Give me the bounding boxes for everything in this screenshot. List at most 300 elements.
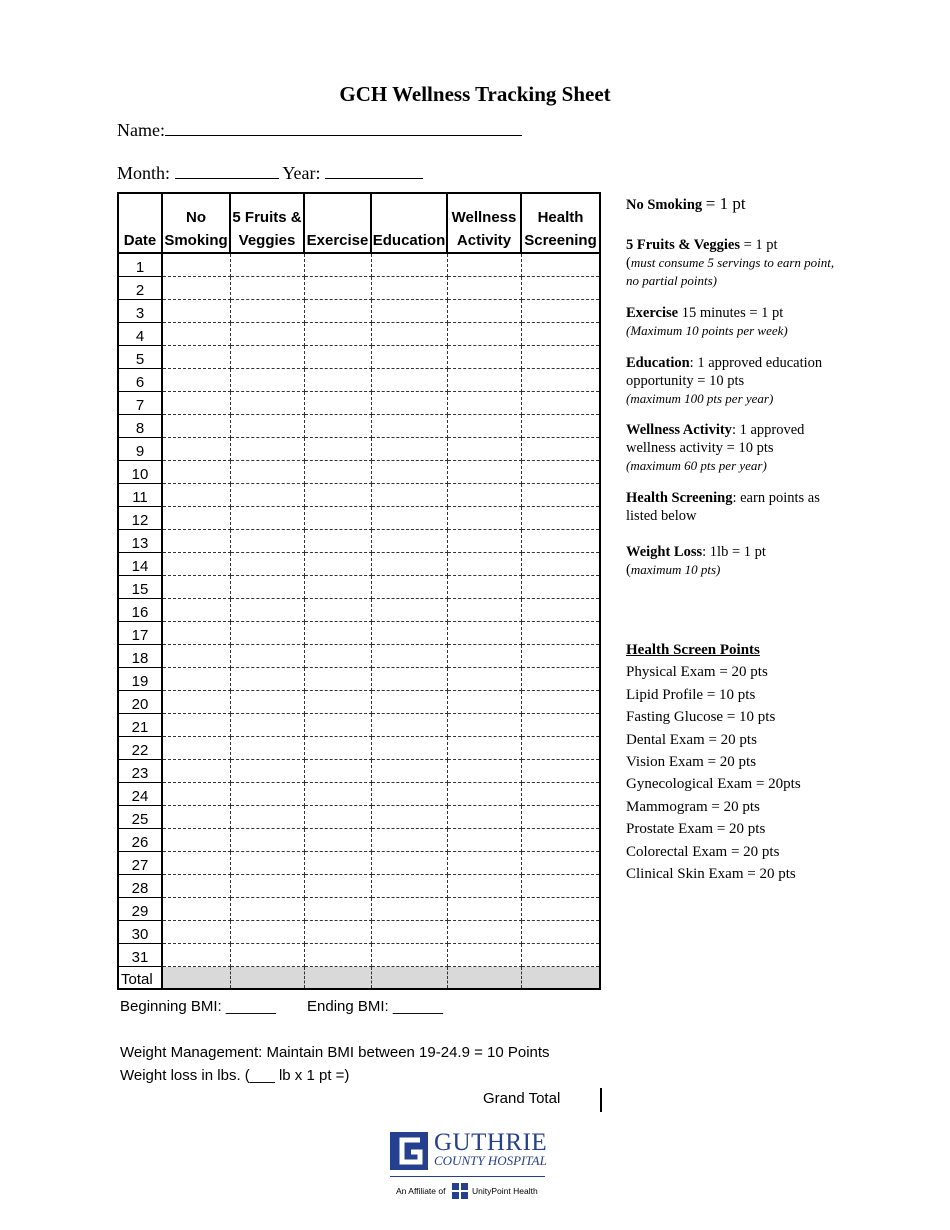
screen-points-heading: Health Screen Points [626, 642, 760, 658]
entry-cell[interactable] [162, 438, 230, 461]
entry-cell[interactable] [230, 691, 304, 714]
month-year-field [117, 160, 423, 184]
entry-cell[interactable] [447, 737, 521, 760]
table-row [118, 875, 600, 898]
entry-cell[interactable] [447, 645, 521, 668]
rule-education: Education: 1 approved education opportunity = 10 pts (maximum 100 pts per year) [626, 355, 823, 406]
col-header-date: Date [118, 193, 162, 253]
date-cell: 21 [118, 714, 162, 737]
entry-cell[interactable] [371, 645, 447, 668]
entry-cell[interactable] [304, 944, 371, 967]
entry-cell[interactable] [447, 438, 521, 461]
table-row [118, 323, 600, 346]
entry-cell[interactable] [304, 737, 371, 760]
entry-cell[interactable] [162, 691, 230, 714]
screen-point-item: Vision Exam = 20 pts [626, 754, 757, 771]
entry-cell[interactable] [304, 875, 371, 898]
entry-cell[interactable] [230, 898, 304, 921]
entry-cell[interactable] [521, 921, 600, 944]
entry-cell[interactable] [304, 415, 371, 438]
table-row [118, 599, 600, 622]
entry-cell[interactable] [304, 806, 371, 829]
date-cell: 24 [118, 783, 162, 806]
date-cell: 12 [118, 507, 162, 530]
entry-cell[interactable] [521, 737, 600, 760]
entry-cell[interactable] [521, 944, 600, 967]
table-row [118, 553, 600, 576]
screen-point-item: Fasting Glucose = 10 pts [626, 709, 776, 726]
entry-cell[interactable] [447, 392, 521, 415]
entry-cell[interactable] [371, 415, 447, 438]
table-row [118, 852, 600, 875]
entry-cell[interactable] [447, 323, 521, 346]
entry-cell[interactable] [304, 829, 371, 852]
entry-cell[interactable] [447, 576, 521, 599]
entry-cell[interactable] [521, 760, 600, 783]
entry-cell[interactable] [162, 944, 230, 967]
entry-cell[interactable] [230, 415, 304, 438]
entry-cell[interactable] [447, 944, 521, 967]
logo-name: GUTHRIE [434, 1129, 548, 1156]
entry-cell[interactable] [162, 530, 230, 553]
guthrie-logo [390, 1130, 560, 1205]
entry-cell[interactable] [162, 507, 230, 530]
entry-cell[interactable] [447, 277, 521, 300]
date-cell: 1 [118, 253, 162, 277]
entry-cell[interactable] [304, 898, 371, 921]
table-row [118, 530, 600, 553]
date-cell: 9 [118, 438, 162, 461]
entry-cell[interactable] [304, 691, 371, 714]
date-cell: 19 [118, 668, 162, 691]
entry-cell[interactable] [230, 622, 304, 645]
entry-cell[interactable] [230, 507, 304, 530]
date-cell: 30 [118, 921, 162, 944]
table-row [118, 737, 600, 760]
date-cell: 22 [118, 737, 162, 760]
date-cell: 29 [118, 898, 162, 921]
entry-cell[interactable] [521, 323, 600, 346]
entry-cell[interactable] [521, 415, 600, 438]
entry-cell[interactable] [304, 461, 371, 484]
date-cell: 20 [118, 691, 162, 714]
entry-cell[interactable] [447, 369, 521, 392]
entry-cell[interactable] [371, 253, 447, 277]
entry-cell[interactable] [521, 530, 600, 553]
table-row [118, 691, 600, 714]
entry-cell[interactable] [447, 875, 521, 898]
name-label: Name: [117, 120, 165, 140]
date-cell: 25 [118, 806, 162, 829]
entry-cell[interactable] [304, 369, 371, 392]
entry-cell[interactable] [162, 737, 230, 760]
entry-cell[interactable] [447, 415, 521, 438]
tracking-table [117, 192, 601, 990]
table-row [118, 415, 600, 438]
entry-cell[interactable] [371, 898, 447, 921]
entry-cell[interactable] [447, 829, 521, 852]
entry-cell[interactable] [230, 645, 304, 668]
entry-cell[interactable] [230, 277, 304, 300]
entry-cell[interactable] [371, 277, 447, 300]
table-row [118, 253, 600, 277]
entry-cell[interactable] [304, 253, 371, 277]
rule-health-screening: Health Screening: earn points as listed below [626, 490, 820, 524]
table-row [118, 944, 600, 967]
entry-cell[interactable] [371, 576, 447, 599]
entry-cell[interactable] [230, 576, 304, 599]
table-row [118, 668, 600, 691]
entry-cell[interactable] [371, 852, 447, 875]
entry-cell[interactable] [521, 346, 600, 369]
table-row [118, 645, 600, 668]
entry-cell[interactable] [447, 507, 521, 530]
entry-cell[interactable] [304, 346, 371, 369]
entry-cell[interactable] [371, 484, 447, 507]
logo-partner: UnityPoint Health [472, 1186, 538, 1196]
entry-cell[interactable] [521, 438, 600, 461]
entry-cell[interactable] [371, 783, 447, 806]
total-cell[interactable] [521, 967, 600, 990]
table-row [118, 369, 600, 392]
entry-cell[interactable] [371, 300, 447, 323]
ending-bmi[interactable]: Ending BMI: ______ [307, 998, 443, 1015]
col-header-wellness-activity: Wellness Activity [447, 193, 521, 253]
table-row [118, 760, 600, 783]
date-cell: 31 [118, 944, 162, 967]
entry-cell[interactable] [230, 852, 304, 875]
entry-cell[interactable] [304, 392, 371, 415]
total-cell[interactable] [447, 967, 521, 990]
entry-cell[interactable] [521, 576, 600, 599]
entry-cell[interactable] [521, 783, 600, 806]
entry-cell[interactable] [230, 438, 304, 461]
entry-cell[interactable] [371, 461, 447, 484]
entry-cell[interactable] [230, 253, 304, 277]
entry-cell[interactable] [162, 369, 230, 392]
entry-cell[interactable] [230, 806, 304, 829]
entry-cell[interactable] [521, 852, 600, 875]
table-row [118, 277, 600, 300]
logo-sub: COUNTY HOSPITAL [434, 1153, 547, 1168]
entry-cell[interactable] [371, 921, 447, 944]
rule-fruits-veggies: 5 Fruits & Veggies = 1 pt (must consume 5 servings to earn point, no partial points) [626, 237, 835, 288]
entry-cell[interactable] [371, 392, 447, 415]
entry-cell[interactable] [162, 921, 230, 944]
entry-cell[interactable] [304, 760, 371, 783]
entry-cell[interactable] [371, 438, 447, 461]
date-cell: 14 [118, 553, 162, 576]
unitypoint-cross-icon [452, 1183, 468, 1199]
screen-point-item: Gynecological Exam = 20pts [626, 776, 801, 793]
entry-cell[interactable] [230, 714, 304, 737]
table-row [118, 806, 600, 829]
entry-cell[interactable] [521, 806, 600, 829]
entry-cell[interactable] [230, 760, 304, 783]
entry-cell[interactable] [447, 622, 521, 645]
entry-cell[interactable] [162, 622, 230, 645]
entry-cell[interactable] [521, 829, 600, 852]
entry-cell[interactable] [521, 714, 600, 737]
entry-cell[interactable] [304, 553, 371, 576]
entry-cell[interactable] [447, 599, 521, 622]
entry-cell[interactable] [371, 691, 447, 714]
entry-cell[interactable] [521, 622, 600, 645]
date-cell: 15 [118, 576, 162, 599]
entry-cell[interactable] [230, 875, 304, 898]
entry-cell[interactable] [304, 277, 371, 300]
entry-cell[interactable] [230, 461, 304, 484]
entry-cell[interactable] [162, 898, 230, 921]
entry-cell[interactable] [230, 530, 304, 553]
year-label: Year: [282, 163, 321, 183]
entry-cell[interactable] [304, 599, 371, 622]
entry-cell[interactable] [162, 346, 230, 369]
entry-cell[interactable] [162, 300, 230, 323]
entry-cell[interactable] [447, 530, 521, 553]
entry-cell[interactable] [447, 806, 521, 829]
entry-cell[interactable] [304, 852, 371, 875]
date-cell: 10 [118, 461, 162, 484]
entry-cell[interactable] [230, 323, 304, 346]
table-row [118, 576, 600, 599]
entry-cell[interactable] [230, 346, 304, 369]
entry-cell[interactable] [447, 760, 521, 783]
col-header-exercise: Exercise [304, 193, 371, 253]
date-cell: 5 [118, 346, 162, 369]
entry-cell[interactable] [521, 691, 600, 714]
table-row [118, 346, 600, 369]
entry-cell[interactable] [521, 461, 600, 484]
entry-cell[interactable] [162, 323, 230, 346]
entry-cell[interactable] [230, 737, 304, 760]
entry-cell[interactable] [230, 944, 304, 967]
entry-cell[interactable] [447, 691, 521, 714]
entry-cell[interactable] [521, 553, 600, 576]
month-line[interactable] [175, 160, 279, 179]
entry-cell[interactable] [521, 369, 600, 392]
entry-cell[interactable] [447, 668, 521, 691]
entry-cell[interactable] [162, 599, 230, 622]
name-line[interactable] [165, 117, 522, 136]
entry-cell[interactable] [371, 507, 447, 530]
entry-cell[interactable] [521, 599, 600, 622]
entry-cell[interactable] [521, 484, 600, 507]
entry-cell[interactable] [371, 622, 447, 645]
entry-cell[interactable] [162, 576, 230, 599]
beginning-bmi[interactable]: Beginning BMI: ______ [120, 998, 276, 1015]
table-row [118, 921, 600, 944]
date-cell: 26 [118, 829, 162, 852]
screen-point-item: Clinical Skin Exam = 20 pts [626, 866, 796, 883]
entry-cell[interactable] [230, 668, 304, 691]
entry-cell[interactable] [371, 806, 447, 829]
entry-cell[interactable] [447, 852, 521, 875]
entry-cell[interactable] [521, 507, 600, 530]
entry-cell[interactable] [447, 553, 521, 576]
entry-cell[interactable] [162, 392, 230, 415]
entry-cell[interactable] [447, 921, 521, 944]
gch-logo-icon [390, 1132, 428, 1170]
screen-point-item: Colorectal Exam = 20 pts [626, 843, 780, 860]
entry-cell[interactable] [162, 806, 230, 829]
entry-cell[interactable] [304, 714, 371, 737]
entry-cell[interactable] [304, 323, 371, 346]
table-row [118, 898, 600, 921]
entry-cell[interactable] [162, 875, 230, 898]
entry-cell[interactable] [162, 852, 230, 875]
date-cell: 16 [118, 599, 162, 622]
col-header-education: Education [371, 193, 447, 253]
entry-cell[interactable] [230, 829, 304, 852]
date-cell: 27 [118, 852, 162, 875]
entry-cell[interactable] [371, 668, 447, 691]
entry-cell[interactable] [371, 553, 447, 576]
entry-cell[interactable] [521, 875, 600, 898]
entry-cell[interactable] [447, 253, 521, 277]
entry-cell[interactable] [304, 484, 371, 507]
rule-wellness-activity: Wellness Activity: 1 approved wellness activity = 10 pts (maximum 60 pts per year) [626, 422, 805, 473]
entry-cell[interactable] [162, 253, 230, 277]
entry-cell[interactable] [230, 553, 304, 576]
table-row [118, 484, 600, 507]
total-cell[interactable] [371, 967, 447, 990]
entry-cell[interactable] [371, 369, 447, 392]
health-screen-points [626, 639, 836, 885]
table-row [118, 829, 600, 852]
logo-divider [390, 1176, 545, 1177]
entry-cell[interactable] [371, 346, 447, 369]
entry-cell[interactable] [304, 668, 371, 691]
entry-cell[interactable] [304, 921, 371, 944]
entry-cell[interactable] [521, 392, 600, 415]
date-cell: 2 [118, 277, 162, 300]
entry-cell[interactable] [230, 392, 304, 415]
entry-cell[interactable] [447, 346, 521, 369]
entry-cell[interactable] [162, 760, 230, 783]
entry-cell[interactable] [304, 576, 371, 599]
date-cell: 17 [118, 622, 162, 645]
date-cell: 8 [118, 415, 162, 438]
total-cell[interactable] [230, 967, 304, 990]
entry-cell[interactable] [162, 553, 230, 576]
total-label: Total [118, 967, 162, 990]
rule-exercise: Exercise 15 minutes = 1 pt (Maximum 10 points per week) [626, 305, 788, 338]
entry-cell[interactable] [230, 300, 304, 323]
entry-cell[interactable] [162, 277, 230, 300]
entry-cell[interactable] [230, 599, 304, 622]
screen-point-item: Mammogram = 20 pts [626, 798, 760, 815]
col-header-fruits-veggies: 5 Fruits & Veggies [230, 193, 304, 253]
entry-cell[interactable] [371, 737, 447, 760]
table-header-row [118, 193, 600, 253]
entry-cell[interactable] [304, 438, 371, 461]
entry-cell[interactable] [447, 300, 521, 323]
entry-cell[interactable] [447, 484, 521, 507]
name-field[interactable] [117, 117, 522, 141]
total-cell[interactable] [304, 967, 371, 990]
entry-cell[interactable] [447, 898, 521, 921]
year-line[interactable] [325, 160, 423, 179]
entry-cell[interactable] [371, 944, 447, 967]
table-row [118, 438, 600, 461]
entry-cell[interactable] [304, 783, 371, 806]
entry-cell[interactable] [304, 622, 371, 645]
entry-cell[interactable] [162, 484, 230, 507]
entry-cell[interactable] [304, 530, 371, 553]
grand-total-label: Grand Total [483, 1090, 561, 1107]
weight-loss-note[interactable]: Weight loss in lbs. (___ lb x 1 pt =) [120, 1067, 350, 1084]
entry-cell[interactable] [371, 530, 447, 553]
entry-cell[interactable] [521, 668, 600, 691]
grand-total-box[interactable] [600, 1088, 602, 1112]
table-row [118, 507, 600, 530]
logo-affiliate: An Affiliate of [396, 1186, 446, 1196]
entry-cell[interactable] [162, 714, 230, 737]
date-cell: 3 [118, 300, 162, 323]
entry-cell[interactable] [371, 760, 447, 783]
entry-cell[interactable] [371, 599, 447, 622]
entry-cell[interactable] [521, 300, 600, 323]
entry-cell[interactable] [521, 645, 600, 668]
entry-cell[interactable] [521, 277, 600, 300]
entry-cell[interactable] [162, 461, 230, 484]
date-cell: 28 [118, 875, 162, 898]
table-row [118, 392, 600, 415]
entry-cell[interactable] [304, 300, 371, 323]
entry-cell[interactable] [162, 783, 230, 806]
entry-cell[interactable] [371, 875, 447, 898]
entry-cell[interactable] [304, 507, 371, 530]
rule-no-smoking: No Smoking = 1 pt [626, 194, 746, 213]
entry-cell[interactable] [162, 415, 230, 438]
col-header-health-screening: Health Screening [521, 193, 600, 253]
total-row [118, 967, 600, 990]
date-cell: 18 [118, 645, 162, 668]
entry-cell[interactable] [371, 323, 447, 346]
entry-cell[interactable] [447, 783, 521, 806]
weight-management-note: Weight Management: Maintain BMI between 19-24.9 = 10 Points [120, 1044, 550, 1061]
total-cell[interactable] [162, 967, 230, 990]
entry-cell[interactable] [447, 714, 521, 737]
screen-point-item: Prostate Exam = 20 pts [626, 821, 766, 838]
entry-cell[interactable] [304, 645, 371, 668]
table-row [118, 300, 600, 323]
entry-cell[interactable] [371, 829, 447, 852]
screen-point-item: Dental Exam = 20 pts [626, 731, 757, 748]
entry-cell[interactable] [371, 714, 447, 737]
page-title: GCH Wellness Tracking Sheet [339, 82, 611, 106]
entry-cell[interactable] [447, 461, 521, 484]
date-cell: 11 [118, 484, 162, 507]
table-row [118, 714, 600, 737]
col-header-no-smoking: No Smoking [162, 193, 230, 253]
entry-cell[interactable] [230, 783, 304, 806]
entry-cell[interactable] [230, 921, 304, 944]
entry-cell[interactable] [230, 369, 304, 392]
entry-cell[interactable] [162, 829, 230, 852]
entry-cell[interactable] [521, 898, 600, 921]
entry-cell[interactable] [162, 645, 230, 668]
screen-point-item: Physical Exam = 20 pts [626, 664, 768, 681]
date-cell: 13 [118, 530, 162, 553]
date-cell: 4 [118, 323, 162, 346]
table-row [118, 461, 600, 484]
screen-point-item: Lipid Profile = 10 pts [626, 686, 756, 703]
entry-cell[interactable] [162, 668, 230, 691]
entry-cell[interactable] [230, 484, 304, 507]
entry-cell[interactable] [521, 253, 600, 277]
